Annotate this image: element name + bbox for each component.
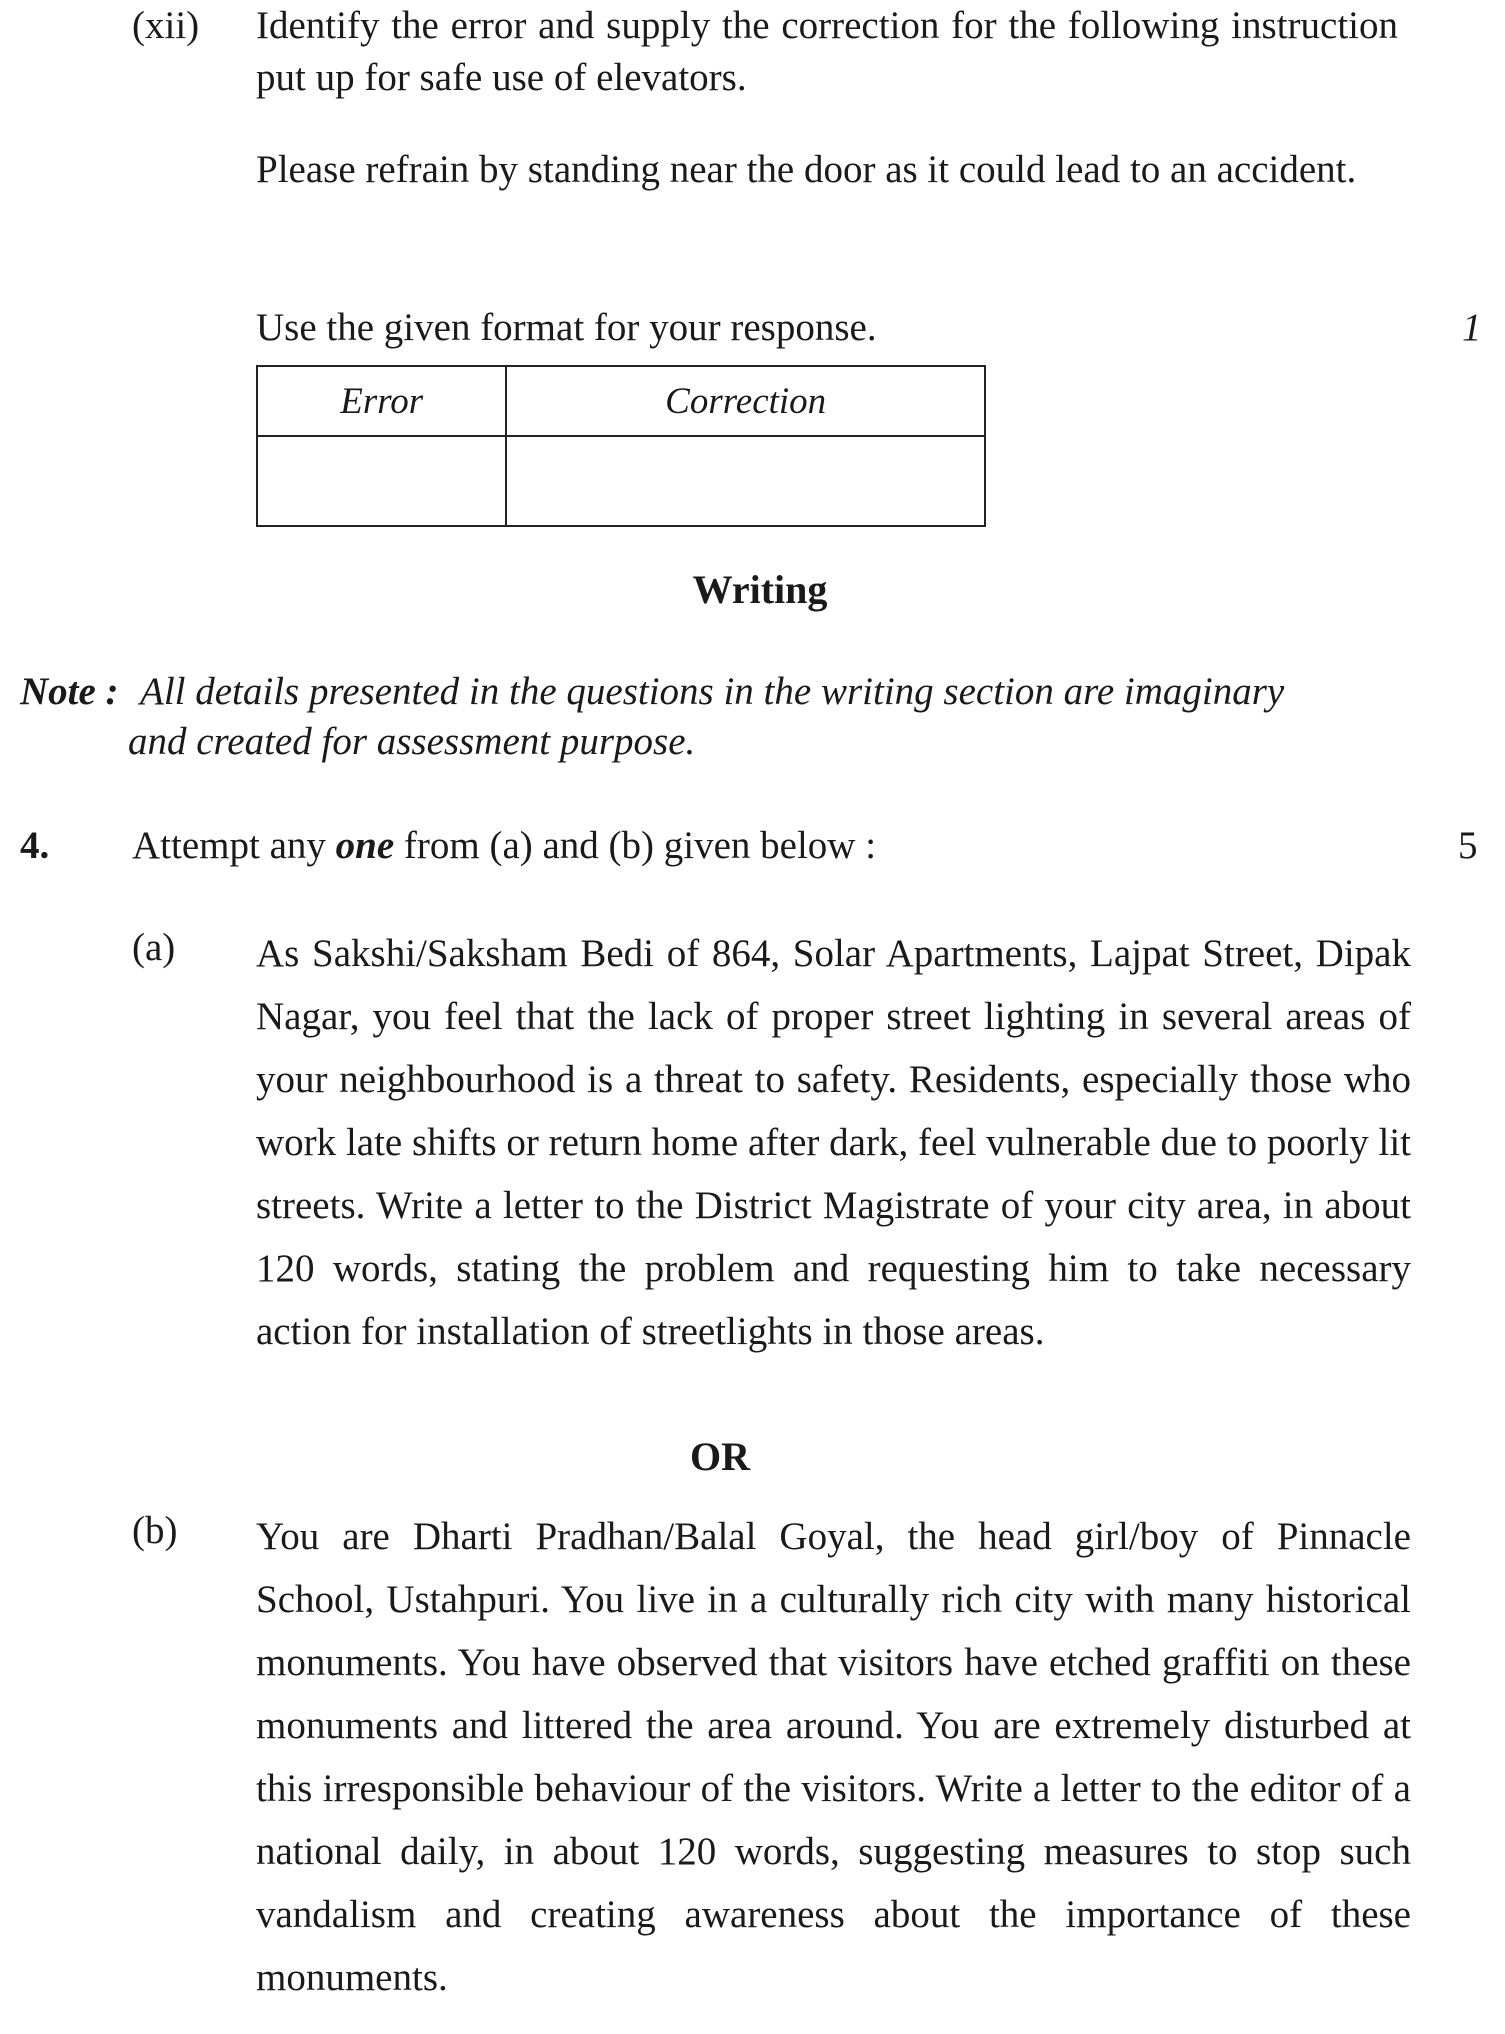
correction-cell	[506, 436, 985, 526]
option-label-b: (b)	[132, 1509, 178, 1552]
question-prompt: Identify the error and supply the correction for the following instruction put up for safe use of elevators.	[256, 4, 1398, 99]
note-text-line1: All details presented in the questions in the writing section are imaginary	[140, 670, 1285, 713]
marks-label: 1	[1462, 306, 1482, 349]
or-separator: OR	[690, 1434, 750, 1479]
error-correction-table	[256, 365, 986, 527]
format-instruction: Use the given format for your response.	[256, 306, 877, 349]
note-label: Note :	[20, 670, 119, 713]
table-header-error: Error	[257, 366, 506, 436]
instruction-sentence: Please refrain by standing near the door as it could lead to an accident.	[256, 148, 1357, 191]
section-heading: Writing	[692, 567, 828, 612]
option-text-a: As Sakshi/Saksham Bedi of 864, Solar Apartments, Lajpat Street, Dipak Nagar, you feel that the lack of proper street lighting in several areas of your neighbourhood is a threat to safety. Residents, especially those who work late shifts or return home after dark, feel vulnerable due to poorly lit streets. Write a letter to the District Magistrate of your city area, in about 120 words, stating the problem and requesting him to take necessary action for installation of streetlights in those areas.	[256, 932, 1411, 1353]
instruction-part: Attempt any	[132, 824, 336, 867]
instruction-emphasis: one	[335, 824, 395, 867]
option-text-b: You are Dharti Pradhan/Balal Goyal, the head girl/boy of Pinnacle School, Ustahpuri. You live in a culturally rich city with many historical monuments. You have observed that visitors have etched graffiti on these monuments and littered the area around. You are extremely disturbed at this irresponsible behaviour of the visitors. Write a letter to the editor of a national daily, in about 120 words, suggesting measures to stop such vandalism and creating awareness about the importance of these monuments.	[256, 1515, 1411, 1999]
error-cell	[257, 436, 506, 526]
note-text-line2: and created for assessment purpose.	[128, 720, 696, 763]
marks-label: 5	[1458, 824, 1478, 867]
table-header-correction: Correction	[506, 366, 985, 436]
question-number: 4.	[20, 824, 50, 867]
question-number: (xii)	[132, 4, 200, 47]
question-instruction	[132, 820, 876, 872]
option-label-a: (a)	[132, 926, 176, 969]
instruction-part: from (a) and (b) given below :	[394, 824, 877, 867]
